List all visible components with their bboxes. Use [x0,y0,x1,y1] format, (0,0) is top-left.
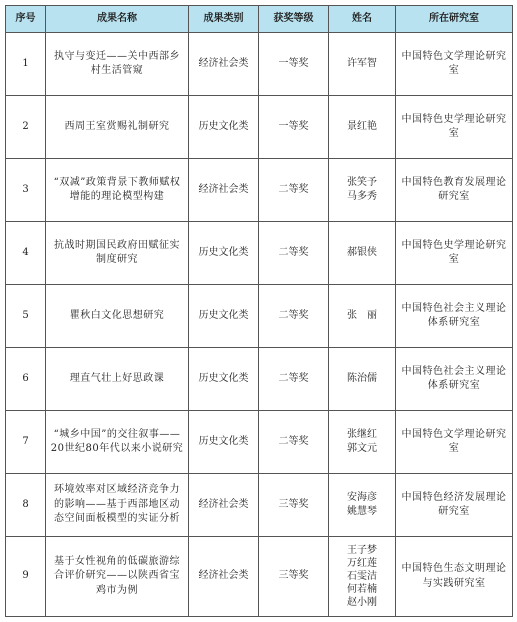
header-category: 成果类别 [189,6,259,33]
cell-no: 9 [6,537,46,617]
cell-office: 中国特色文学理论研究室 [396,33,513,96]
cell-name: 景红艳 [329,96,396,159]
cell-office: 中国特色生态文明理论与实践研究室 [396,537,513,617]
header-title: 成果名称 [46,6,189,33]
cell-no: 4 [6,222,46,285]
table-row [6,96,513,159]
header-award: 获奖等级 [259,6,329,33]
cell-name: 张笑予 马多秀 [329,159,396,222]
cell-no: 3 [6,159,46,222]
cell-name: 张 丽 [329,285,396,348]
cell-title: 瞿秋白文化思想研究 [46,285,189,348]
cell-name: 王子梦 万红莲 石雯洁 何若楠 赵小刚 [329,537,396,617]
cell-office: 中国特色文学理论研究室 [396,411,513,474]
cell-name: 郝银侠 [329,222,396,285]
cell-award: 二等奖 [259,222,329,285]
cell-category: 历史文化类 [189,96,259,159]
cell-office: 中国特色教育发展理论研究室 [396,159,513,222]
cell-no: 7 [6,411,46,474]
table-row [6,411,513,474]
cell-category: 历史文化类 [189,348,259,411]
header-name: 姓名 [329,6,396,33]
cell-award: 一等奖 [259,96,329,159]
cell-award: 三等奖 [259,474,329,537]
cell-award: 二等奖 [259,159,329,222]
cell-category: 经济社会类 [189,474,259,537]
table-row [6,222,513,285]
cell-category: 历史文化类 [189,222,259,285]
header-office: 所在研究室 [396,6,513,33]
cell-award: 二等奖 [259,285,329,348]
cell-no: 2 [6,96,46,159]
cell-category: 历史文化类 [189,411,259,474]
table-row [6,537,513,617]
cell-office: 中国特色经济发展理论研究室 [396,474,513,537]
table-row [6,474,513,537]
cell-no: 5 [6,285,46,348]
cell-title: “双减”政策背景下教师赋权增能的理论模型构建 [46,159,189,222]
cell-name: 许军智 [329,33,396,96]
cell-title: 环境效率对区域经济竞争力的影响——基于西部地区动态空间面板模型的实证分析 [46,474,189,537]
cell-office: 中国特色社会主义理论体系研究室 [396,285,513,348]
cell-name: 安海彦 姚慧琴 [329,474,396,537]
cell-award: 一等奖 [259,33,329,96]
cell-category: 经济社会类 [189,537,259,617]
cell-title: “城乡中国”的交往叙事——20世纪80年代以来小说研究 [46,411,189,474]
header-no: 序号 [6,6,46,33]
cell-no: 1 [6,33,46,96]
cell-award: 二等奖 [259,411,329,474]
cell-office: 中国特色史学理论研究室 [396,222,513,285]
cell-name: 张继红 郭文元 [329,411,396,474]
table-header-row [6,6,513,33]
table-row [6,348,513,411]
cell-title: 执守与变迁——关中西部乡村生活管窥 [46,33,189,96]
cell-name: 陈治儒 [329,348,396,411]
cell-office: 中国特色社会主义理论体系研究室 [396,348,513,411]
cell-no: 8 [6,474,46,537]
cell-title: 西周王室赏赐礼制研究 [46,96,189,159]
cell-title: 基于女性视角的低碳旅游综合评价研究——以陕西省宝鸡市为例 [46,537,189,617]
table-row [6,285,513,348]
table-row [6,159,513,222]
awards-table [5,5,513,617]
cell-title: 抗战时期国民政府田赋征实制度研究 [46,222,189,285]
table-row [6,33,513,96]
cell-award: 二等奖 [259,348,329,411]
cell-award: 三等奖 [259,537,329,617]
cell-no: 6 [6,348,46,411]
cell-title: 理直气壮上好思政课 [46,348,189,411]
cell-office: 中国特色史学理论研究室 [396,96,513,159]
cell-category: 经济社会类 [189,159,259,222]
cell-category: 历史文化类 [189,285,259,348]
cell-category: 经济社会类 [189,33,259,96]
